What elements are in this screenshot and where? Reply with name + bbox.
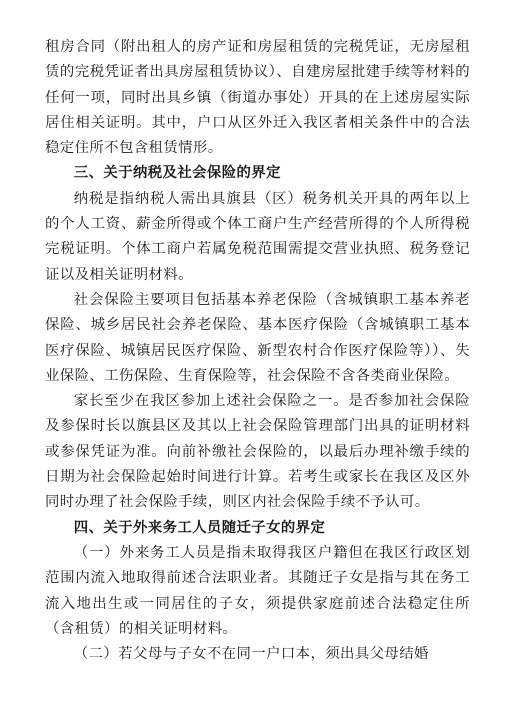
section-heading-migrant-children: 四、关于外来务工人员随迁子女的界定 (73, 519, 326, 536)
paragraph-household-register: （二）若父母与子女不在同一户口本，须出具父母结婚 (73, 646, 429, 663)
section-heading-taxes-social-insurance: 三、关于纳税及社会保险的界定 (73, 165, 281, 182)
paragraph-continuation: 租房合同（附出租人的房产证和房屋租赁的完税凭证，无房屋租赁的完税凭证者出具房屋租赁协议）、自建房屋批建手续等材料的任何一项，同时出具乡镇（街道办事处）开具的在上述房屋实际居住相关证明。其中，户口从区外迁入我区者相关条件中的合法稳定住所不包含租赁情形。 (45, 39, 470, 157)
paragraph-tax-definition: 纳税是指纳税人需出具旗县（区）税务机关开具的两年以上的个人工资、薪金所得或个体工商户生产经营所得的个人所得税完税证明。个体工商户若属免税范围需提交营业执照、税务登记证以及相关证明材料。 (45, 190, 470, 283)
document-page (45, 35, 470, 667)
paragraph-migrant-definition: （一）外来务工人员是指未取得我区户籍但在我区行政区划范围内流入地取得前述合法职业者。其随迁子女是指与其在务工流入地出生或一同居住的子女，须提供家庭前述合法稳定住所（含租赁）的相关证明材料。 (45, 544, 470, 637)
paragraph-social-insurance-items: 社会保险主要项目包括基本养老保险（含城镇职工基本养老保险、城乡居民社会养老保险、基本医疗保险（含城镇职工基本医疗保险、城镇居民医疗保险、新型农村合作医疗保险等））、失业保险、工伤保险、生育保险等，社会保险不含各类商业保险。 (45, 291, 470, 384)
paragraph-parent-insurance: 家长至少在我区参加上述社会保险之一。是否参加社会保险及参保时长以旗县区及其以上社会保险管理部门出具的证明材料或参保凭证为准。向前补缴社会保险的，以最后办理补缴手续的日期为社会保险起始时间进行计算。若考生或家长在我区及区外同时办理了社会保险手续，则区内社会保险手续不予认可。 (45, 393, 470, 511)
